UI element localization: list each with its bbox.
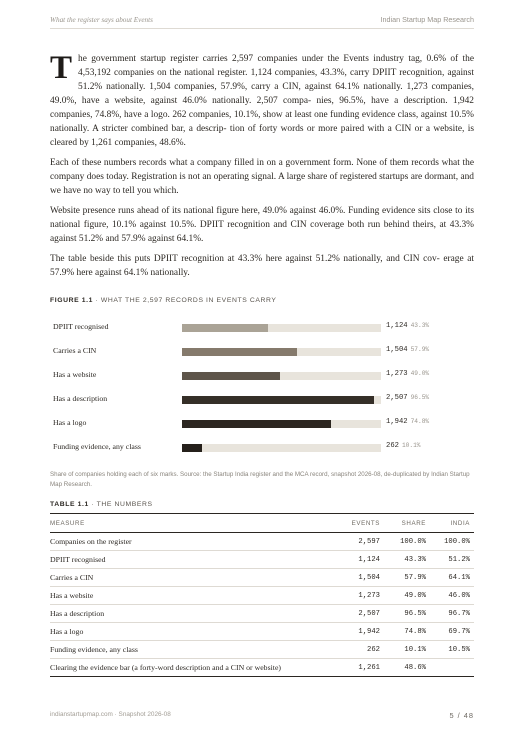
bar-value-label [386,442,421,450]
paragraph-4: The table beside this puts DPIIT recognition at 43.3% here against 51.2% nationally, and CIN cov- erage at 57.9% here against 64.1% nationally. [50,254,474,278]
bar-fill [182,420,331,428]
bar-track [182,348,381,356]
table-header-row [50,514,474,533]
share-cell: 57.9% [384,569,430,587]
bar-fill [182,324,268,332]
india-cell: 100.0% [430,533,474,551]
table-row [50,533,474,551]
bar-row [50,364,474,388]
table-label-separator: · [88,501,97,508]
bar-category-label: Has a website [53,370,97,379]
figure-caption: Share of companies holding each of six marks. Source: the Startup India register and the MCA record, snapshot 2026-08, de-duplicated by Indian Startup Map Research. [50,471,470,488]
table-row [50,551,474,569]
share-cell: 10.1% [384,641,430,659]
drop-cap: T [50,50,73,86]
body-text [50,52,474,286]
india-cell: 46.0% [430,587,474,605]
bar-count: 1,124 [386,322,408,330]
bar-count: 2,507 [386,394,408,402]
share-cell: 48.6% [384,659,430,677]
table-row [50,587,474,605]
bar-track [182,420,381,428]
share-cell: 74.8% [384,623,430,641]
numbers-table [50,513,474,677]
footer-source: indianstartupmap.com · Snapshot 2026-08 [50,711,171,718]
events-cell: 262 [338,641,384,659]
bar-share: 43.3% [410,322,430,329]
bar-value-label [386,322,429,330]
bar-share: 49.0% [410,370,430,377]
bar-fill [182,396,374,404]
events-cell: 1,942 [338,623,384,641]
share-cell: 43.3% [384,551,430,569]
bar-category-label: Carries a CIN [53,346,97,355]
measure-cell: Has a website [50,587,338,605]
paragraph-1-text: he government startup register carries 2,597 companies under the Events industry tag, 0.6% of the 4,53,192 companies on the national register. 1,124 companies, 43.3%, carry DPIIT recognition, against 51.2% nationally. 1,504 companies, 57.9%, carry a CIN, against 64.1% nationally. 1,273 companies, 49.0%, have a website, against 46.0% nationally. 2,507 compa- nies, 96.5%, have a description. 1,942 companies, 74.8%, have a logo. 262 companies, 10.1%, show at least one funding evidence class, against 10.5% nationally. A stricter combined bar, a descrip- tion of forty words or more paired with a CIN or a website, is cleared by 1,261 companies, 48.6%. [50,54,474,148]
events-cell: 2,597 [338,533,384,551]
figure-number: FIGURE 1.1 [50,297,94,304]
bar-track [182,372,381,380]
measure-cell: Carries a CIN [50,569,338,587]
bar-category-label: Has a description [53,394,108,403]
events-cell: 1,124 [338,551,384,569]
bar-fill [182,348,297,356]
bar-count: 1,273 [386,370,408,378]
bar-row [50,436,474,460]
bar-value-label [386,418,429,426]
bar-count: 1,504 [386,346,408,354]
column-header-india: INDIA [430,514,474,533]
bar-track [182,396,381,404]
share-cell: 100.0% [384,533,430,551]
paragraph-3: Website presence runs ahead of its national figure here, 49.0% against 46.0%. Funding evidence sits close to its national figure, 10.1% against 10.5%. DPIIT recognition and CIN coverage both run behind theirs, at 43.3% against 51.2% and 57.9% against 64.1%. [50,206,474,244]
bar-track [182,324,381,332]
paragraph-1 [50,52,474,150]
bar-row [50,316,474,340]
header-publication-name: Indian Startup Map Research [380,15,474,24]
share-cell: 49.0% [384,587,430,605]
table-number: TABLE 1.1 [50,501,89,508]
running-header [50,15,474,29]
measure-cell: Has a logo [50,623,338,641]
figure-label [50,297,277,304]
table-row [50,605,474,623]
figure-label-separator: · [93,297,101,304]
column-header-events: EVENTS [338,514,384,533]
table-row [50,569,474,587]
india-cell: 51.2% [430,551,474,569]
header-section-title: What the register says about Events [50,15,153,24]
measure-cell: Companies on the register [50,533,338,551]
bar-fill [182,444,202,452]
india-cell: 10.5% [430,641,474,659]
table-label [50,501,153,508]
bar-share: 74.8% [410,418,430,425]
bar-track [182,444,381,452]
bar-share: 96.5% [410,394,430,401]
bar-share: 57.9% [410,346,430,353]
table-row [50,659,474,677]
india-cell: 64.1% [430,569,474,587]
bar-count: 1,942 [386,418,408,426]
bar-category-label: Funding evidence, any class [53,442,141,451]
measure-cell: Has a description [50,605,338,623]
paragraph-2: Each of these numbers records what a company filled in on a government form. None of them records what the company does today. Registration is not an operating signal. A large share of registered startups are dormant, and we have no way to tell you which. [50,158,474,196]
india-cell: 69.7% [430,623,474,641]
bar-chart [50,316,474,460]
page-footer [50,711,474,720]
events-cell: 2,507 [338,605,384,623]
bar-share: 10.1% [401,442,421,449]
bar-fill [182,372,280,380]
bar-value-label [386,370,429,378]
share-cell: 96.5% [384,605,430,623]
events-cell: 1,261 [338,659,384,677]
events-cell: 1,273 [338,587,384,605]
table-row [50,623,474,641]
events-cell: 1,504 [338,569,384,587]
bar-row [50,388,474,412]
table-body [50,533,474,677]
measure-cell: Clearing the evidence bar (a forty-word description and a CIN or website) [50,659,338,677]
bar-count: 262 [386,442,399,450]
figure-title: WHAT THE 2,597 RECORDS IN EVENTS CARRY [100,297,277,304]
bar-value-label [386,346,429,354]
bar-row [50,340,474,364]
bar-value-label [386,394,429,402]
column-header-share: SHARE [384,514,430,533]
india-cell: 96.7% [430,605,474,623]
bar-category-label: DPIIT recognised [53,322,109,331]
table-title: THE NUMBERS [96,501,153,508]
bar-category-label: Has a logo [53,418,87,427]
india-cell [430,659,474,677]
table-row [50,641,474,659]
page-number: 5 / 48 [449,711,474,720]
bar-row [50,412,474,436]
measure-cell: DPIIT recognised [50,551,338,569]
column-header-measure: MEASURE [50,514,338,533]
measure-cell: Funding evidence, any class [50,641,338,659]
